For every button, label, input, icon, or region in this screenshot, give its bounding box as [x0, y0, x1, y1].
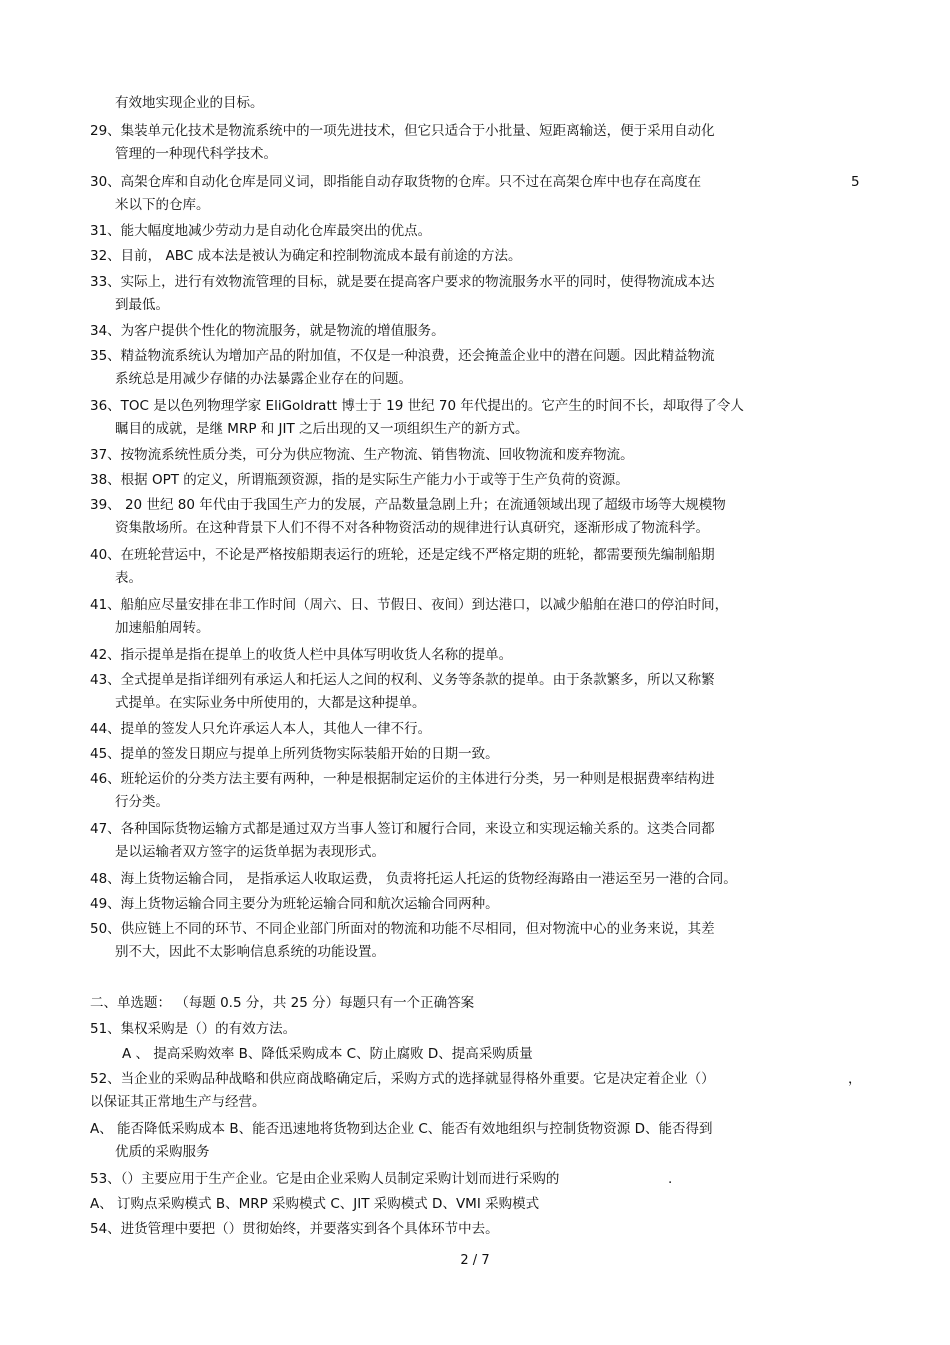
text-line: 43、全式提单是指详细列有承运人和托运人之间的权利、义务等条款的提单。由于条款繁多，所以又称繁	[90, 672, 715, 688]
text-line: 44、提单的签发人只允许承运人本人，其他人一律不行。	[90, 721, 432, 737]
text-line: 管理的一种现代科学技术。	[115, 146, 277, 162]
text-line: 50、供应链上不同的环节、不同企业部门所面对的物流和功能不尽相同，但对物流中心的业务来说，其差	[90, 921, 715, 937]
question-text: 以保证其正常地生产与经营。	[90, 1094, 266, 1110]
text-line: 行分类。	[115, 794, 169, 810]
question-options: A 、 提高采购效率 B、降低采购成本 C、防止腐败 D、提高采购质量	[122, 1046, 533, 1062]
question-options: A、 订购点采购模式 B、MRP 采购模式 C、JIT 采购模式 D、VMI 采购模式	[90, 1196, 540, 1212]
text-line: 37、按物流系统性质分类，可分为供应物流、生产物流、销售物流、回收物流和废弃物流。	[90, 447, 634, 463]
text-line: 49、海上货物运输合同主要分为班轮运输合同和航次运输合同两种。	[90, 896, 499, 912]
text-line: 32、目前， ABC 成本法是被认为确定和控制物流成本最有前途的方法。	[90, 248, 522, 264]
question-options: 优质的采购服务	[115, 1144, 210, 1160]
text-line: 资集散场所。在这种背景下人们不得不对各种物资活动的规律进行认真研究，逐渐形成了物流科学。	[115, 520, 709, 536]
text-line: 42、指示提单是指在提单上的收货人栏中具体写明收货人名称的提单。	[90, 647, 513, 663]
text-line: 31、能大幅度地减少劳动力是自动化仓库最突出的优点。	[90, 223, 432, 239]
page-number: 2 / 7	[460, 1253, 490, 1268]
text-line: 表。	[115, 570, 142, 586]
text-line: 30、高架仓库和自动化仓库是同义词，即指能自动存取货物的仓库。只不过在高架仓库中也存在高度在	[90, 174, 702, 190]
text-line: 35、精益物流系统认为增加产品的附加值，不仅是一种浪费，还会掩盖企业中的潜在问题。因此精益物流	[90, 348, 715, 364]
section-heading: 二、单选题： （每题 0.5 分，共 25 分）每题只有一个正确答案	[90, 995, 475, 1011]
text-line: 是以运输者双方签字的运货单据为表现形式。	[115, 844, 385, 860]
text-line: 48、海上货物运输合同， 是指承运人收取运费， 负责将托运人托运的货物经海路由一港运至另一港的合同。	[90, 871, 737, 887]
question-text: 53、（）主要应用于生产企业。它是由企业采购人员制定采购计划而进行采购的	[90, 1171, 560, 1187]
text-line: 有效地实现企业的目标。	[115, 95, 264, 111]
text-line: 47、各种国际货物运输方式都是通过双方当事人签订和履行合同，来设立和实现运输关系的。这类合同都	[90, 821, 715, 837]
text-line: 米以下的仓库。	[115, 197, 210, 213]
text-line: 40、在班轮营运中，不论是严格按船期表运行的班轮，还是定线不严格定期的班轮，都需要预先编制船期	[90, 547, 715, 563]
text-line: 38、根据 OPT 的定义，所谓瓶颈资源，指的是实际生产能力小于或等于生产负荷的资源。	[90, 472, 629, 488]
text-line: 46、班轮运价的分类方法主要有两种，一种是根据制定运价的主体进行分类，另一种则是根据费率结构进	[90, 771, 715, 787]
text-line: 41、船舶应尽量安排在非工作时间（周六、日、节假日、夜间）到达港口，以减少船舶在港口的停泊时间，	[90, 597, 729, 613]
question-text: 51、集权采购是（）的有效方法。	[90, 1021, 297, 1037]
text-line: 加速船舶周转。	[115, 620, 210, 636]
question-text: ，	[848, 1071, 862, 1087]
question-options: A、 能否降低采购成本 B、能否迅速地将货物到达企业 C、能否有效地组织与控制货物资源 D、能否得到	[90, 1121, 713, 1137]
text-line: 39、 20 世纪 80 年代由于我国生产力的发展，产品数量急剧上升；在流通领域出现了超级市场等大规模物	[90, 497, 726, 513]
question-text: .	[668, 1171, 673, 1187]
text-line: 36、TOC 是以色列物理学家 EliGoldratt 博士于 19 世纪 70 年代提出的。它产生的时间不长，却取得了令人	[90, 398, 744, 414]
text-line: 系统总是用减少存储的办法暴露企业存在的问题。	[115, 371, 412, 387]
text-line: 5	[851, 174, 860, 190]
text-line: 到最低。	[115, 297, 169, 313]
text-line: 式提单。在实际业务中所使用的，大都是这种提单。	[115, 695, 426, 711]
question-text: 54、进货管理中要把（）贯彻始终，并要落实到各个具体环节中去。	[90, 1221, 499, 1237]
text-line: 瞩目的成就，是继 MRP 和 JIT 之后出现的又一项组织生产的新方式。	[115, 421, 529, 437]
text-line: 45、提单的签发日期应与提单上所列货物实际装船开始的日期一致。	[90, 746, 499, 762]
text-line: 34、为客户提供个性化的物流服务，就是物流的增值服务。	[90, 323, 445, 339]
question-text: 52、当企业的采购品种战略和供应商战略确定后，采购方式的选择就显得格外重要。它是决定着企业（）	[90, 1071, 715, 1087]
text-line: 29、集装单元化技术是物流系统中的一项先进技术，但它只适合于小批量、短距离输送，便于采用自动化	[90, 123, 715, 139]
text-line: 别不大，因此不太影响信息系统的功能设置。	[115, 944, 385, 960]
text-line: 33、实际上，进行有效物流管理的目标，就是要在提高客户要求的物流服务水平的同时，使得物流成本达	[90, 274, 715, 290]
